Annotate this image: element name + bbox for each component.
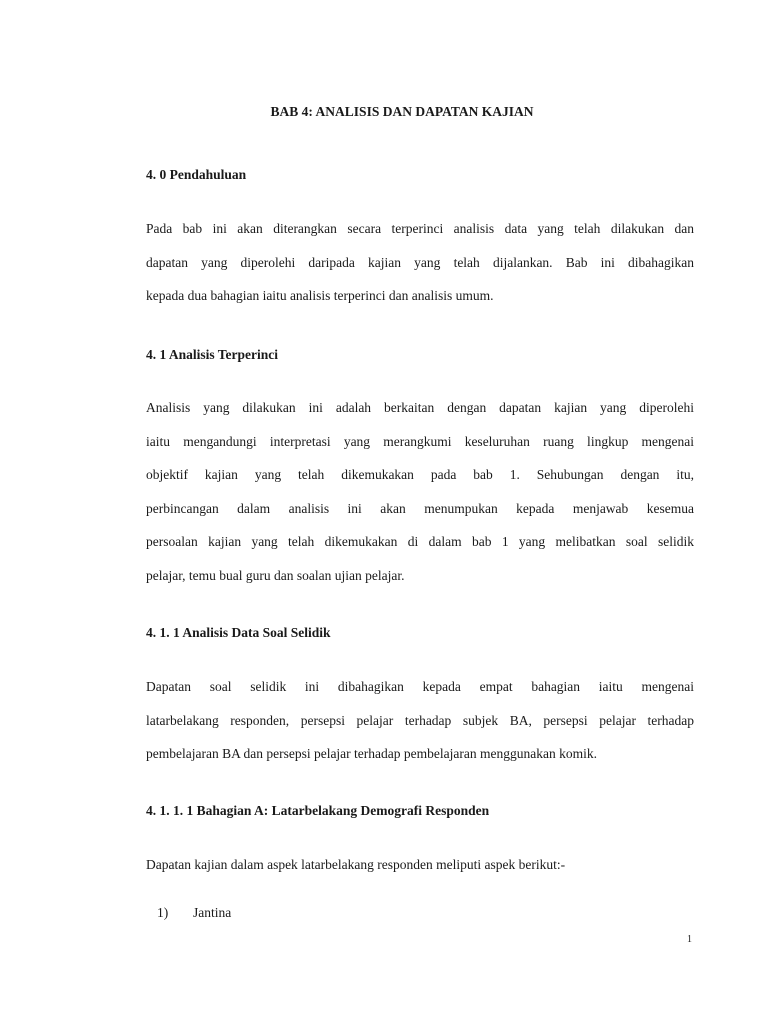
- paragraph-line: persoalan kajian yang telah dikemukakan di dalam bab 1 yang melibatkan soal selidik: [146, 534, 694, 549]
- paragraph-line: dapatan yang diperolehi daripada kajian yang telah dijalankan. Bab ini dibahagikan: [146, 254, 694, 270]
- page-number: 1: [687, 934, 692, 945]
- list-item: [157, 903, 231, 923]
- paragraph-analisis-terperinci: [146, 398, 694, 599]
- paragraph-line: latarbelakang responden, persepsi pelajar terhadap subjek BA, persepsi pelajar terhadap: [146, 712, 694, 728]
- paragraph-line: pelajar, temu bual guru dan soalan ujian pelajar.: [146, 567, 405, 583]
- paragraph-line: Dapatan kajian dalam aspek latarbelakang responden meliputi aspek berikut:-: [146, 857, 566, 872]
- paragraph-line: iaitu mengandungi interpretasi yang merangkumi keseluruhan ruang lingkup mengenai: [146, 433, 694, 449]
- paragraph-line: kepada dua bahagian iaitu analisis terperinci dan analisis umum.: [146, 288, 494, 303]
- chapter-title: BAB 4: ANALISIS DAN DAPATAN KAJIAN: [270, 104, 534, 119]
- section-heading-4-0: 4. 0 Pendahuluan: [146, 167, 247, 182]
- paragraph-line: perbincangan dalam analisis ini akan menumpukan kepada menjawab kesemua: [146, 500, 694, 516]
- paragraph-line: Analisis yang dilakukan ini adalah berkaitan dengan dapatan kajian yang diperolehi: [146, 400, 694, 415]
- paragraph-pendahuluan: [146, 219, 694, 320]
- paragraph-line: objektif kajian yang telah dikemukakan pada bab 1. Sehubungan dengan itu,: [146, 467, 694, 482]
- paragraph-line: Dapatan soal selidik ini dibahagikan kepada empat bahagian iaitu mengenai: [146, 679, 694, 694]
- list-item-number: 1): [157, 905, 169, 920]
- paragraph-latarbelakang: [146, 855, 694, 889]
- paragraph-line: Pada bab ini akan diterangkan secara terperinci analisis data yang telah dilakukan dan: [146, 221, 694, 236]
- list-item-text: Jantina: [193, 905, 232, 920]
- section-heading-4-1-1: 4. 1. 1 Analisis Data Soal Selidik: [146, 625, 331, 640]
- paragraph-soal-selidik: [146, 677, 694, 778]
- section-heading-4-1-1-1: 4. 1. 1. 1 Bahagian A: Latarbelakang Demografi Responden: [146, 803, 490, 818]
- section-heading-4-1: 4. 1 Analisis Terperinci: [146, 347, 279, 362]
- paragraph-line: pembelajaran BA dan persepsi pelajar terhadap pembelajaran menggunakan komik.: [146, 746, 597, 761]
